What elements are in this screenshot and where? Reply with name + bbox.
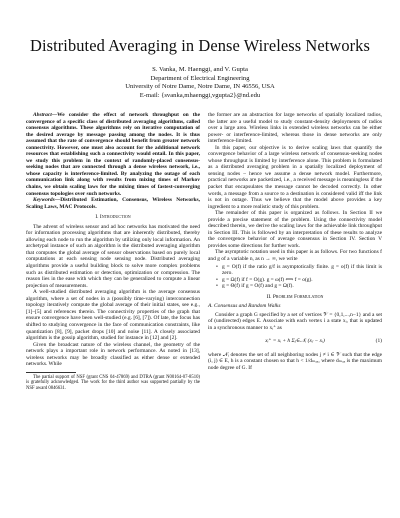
subsection-heading-consensus: A. Consensus and Random Walks xyxy=(208,303,281,310)
equation-body: xᵢ⁺ = xᵢ + h Σⱼ∈𝒩ᵢ (xⱼ − xᵢ) xyxy=(265,338,325,345)
author-names: S. Vanka, M. Haenggi, and V. Gupta xyxy=(152,66,248,73)
intro-paragraph-2: A well-studied distributed averaging algorithm is the average consensus algorithm, where a set of nodes in a (possibly time-varying) interconnection topology iteratively compute the global average of their initial states, see e.g., [1]–[5] and references therein. The connectivity properties of the graph that ensure convergence have been well-studied (e.g. [6], [7]). Of late, the focus has shifted to studying convergence in the face of communication constraints, like quantization [8], [9], packet drops [10] and noise [11]. A closely associated algorithm is the gossip algorithm, studied for instance in [12] and [2]. xyxy=(26,289,200,342)
keywords-lead: Keywords xyxy=(33,197,55,204)
funding-footnote: The partial support of NSF (grant CNS 04-47869) and DTRA (grant N00164-07-8510) is gratefully acknowledged. The work for the third author was supported partially by the NSF award 0846631. xyxy=(26,374,200,391)
list-item: • g = Ω(f) if f = O(g). g = ω(f) ⟺ f = o(g). xyxy=(216,277,382,284)
intro-paragraph-3: Given the broadcast nature of the wireless channel, the geometry of the network plays a important role in network performance. As noted in [13], wireless networks may be broadly classified as either dense or extended networks. While xyxy=(26,341,200,368)
keywords xyxy=(26,197,200,210)
equation-number: (1) xyxy=(375,338,382,345)
keywords-text: —Distributed Estimation, Consensus, Wireless Networks, Scaling Laws, MAC Protocols. xyxy=(26,197,200,210)
left-column xyxy=(26,112,200,391)
right-paragraph-2: In this paper, our objective is to derive scaling laws that quantify the convergence behavior of a large wireless network of consensus-seeking nodes whose throughput is limited by interference alone. This problem is formulated as a distributed averaging problem in a spatially localized deployment of sensing nodes – hence we assume a dense network model. Furthermore, practical networks are packetized, i.e., a received message is meaningless if the packet that encapsulates the message cannot be decoded correctly. In other words, a message from a source to a destination is considered valid iff the link is not in outage. Thus we believe that the model above provides a key ingredient to a more realistic study of this problem. xyxy=(208,144,382,210)
author-department: Department of Electrical Engineering xyxy=(150,74,250,82)
author-block xyxy=(20,66,380,100)
list-item: • g = O(f) if the ratio g/f is asymptotically finite. g = o(f) if this limit is zero. xyxy=(216,264,382,277)
section-heading-problem-formulation: II. Problem Formulation xyxy=(266,293,324,300)
right-paragraph-3: The remainder of this paper is organized as follows. In Section II we provide a precise statement of the problem. Using the connectivity model described therein, we derive the scaling laws for the achievable link throughput in Section III. This is followed by an interpretation of these results to analyze the convergence behavior of average consensus in Section IV. Section V provides some directions for further work. xyxy=(208,210,382,249)
abstract-text: —We consider the effect of network throughput on the convergence of a specific class of distributed averaging algorithms, called consensus algorithms. These algorithms rely on iterative computation of the desired average by message passing among the nodes. It is thus assumed that the rate of convergence should benefit from greater network connectivity. However, one must also account for the additional network resources that establishing such a connectivity would entail. In this paper, we study this problem in the context of randomly-placed consensus-seeking nodes that are connected through a dense wireless network, i.e., whose capacity is interference-limited. By analyzing the outage of each communication link along with results from mixing times of Markov chains, we obtain scaling laws for the mixing times of fastest-converging consensus topologies over such networks. xyxy=(26,112,200,197)
section-heading-introduction: I. Introduction xyxy=(95,214,131,221)
right-paragraph-1: the former are an abstraction for large networks of spatially localized radios, the latter are a useful model to study constant-density deployments of radios over a large area. Wireless links in extended wireless networks can be either power- or interference-limited, whereas those in dense networks are only interference-limited. xyxy=(208,112,382,145)
abstract xyxy=(26,112,200,197)
right-column xyxy=(208,112,382,371)
author-university: University of Notre Dame, Notre Dame, IN 46556, USA xyxy=(125,83,275,91)
abstract-lead: Abstract xyxy=(33,112,52,118)
asymptotic-notation-list xyxy=(208,264,382,290)
footnote-divider xyxy=(26,372,76,373)
right-paragraph-5: Consider a graph G specified by a set of vertices 𝒱 = {0,1,...,n−1} and a set of (undirected) edges E. Associate with each vertex i a state xᵢ, that is updated in a synchronous manner to xᵢ⁺ as xyxy=(208,311,382,331)
author-email: E-mail: {svanka,mhaenggi,vgupta2}@nd.edu xyxy=(139,91,261,99)
right-paragraph-6: where 𝒩ᵢ denotes the set of all neighboring nodes j ≠ i ∈ 𝒱 such that the edge (i, j) ∈ E, h is a constant chosen so that h < 1/dₘₐₓ, where dₘₐₓ is the maximum node degree of G. If xyxy=(208,351,382,371)
equation-1 xyxy=(208,335,382,349)
paper-title: Distributed Averaging in Dense Wireless Networks xyxy=(30,36,370,55)
list-item: • g = Θ(f) if g = O(f) and g = Ω(f). xyxy=(216,283,382,290)
right-paragraph-4: The asymptotic notation used in this paper is as follows. For two functions f and g of a variable n, as n → ∞, we write xyxy=(208,249,382,263)
intro-paragraph-1: The advent of wireless sensor and ad hoc networks has motivated the need for information processing algorithms that are inherently distributed, thereby allowing each node to run the algorithm by utilizing only local information. An archetypal instance of such an algorithm is the distributed averaging algorithm that computes the global average of sensor observations based on purely local computations at each sensing node sensing node. Distributed averaging algorithms provide a useful building block to solve more complex problems such as distributed estimation or detection, optimization or compression. The reason lies in the ease with which they can be generalized to compute a linear projection of measurements. xyxy=(26,223,200,289)
